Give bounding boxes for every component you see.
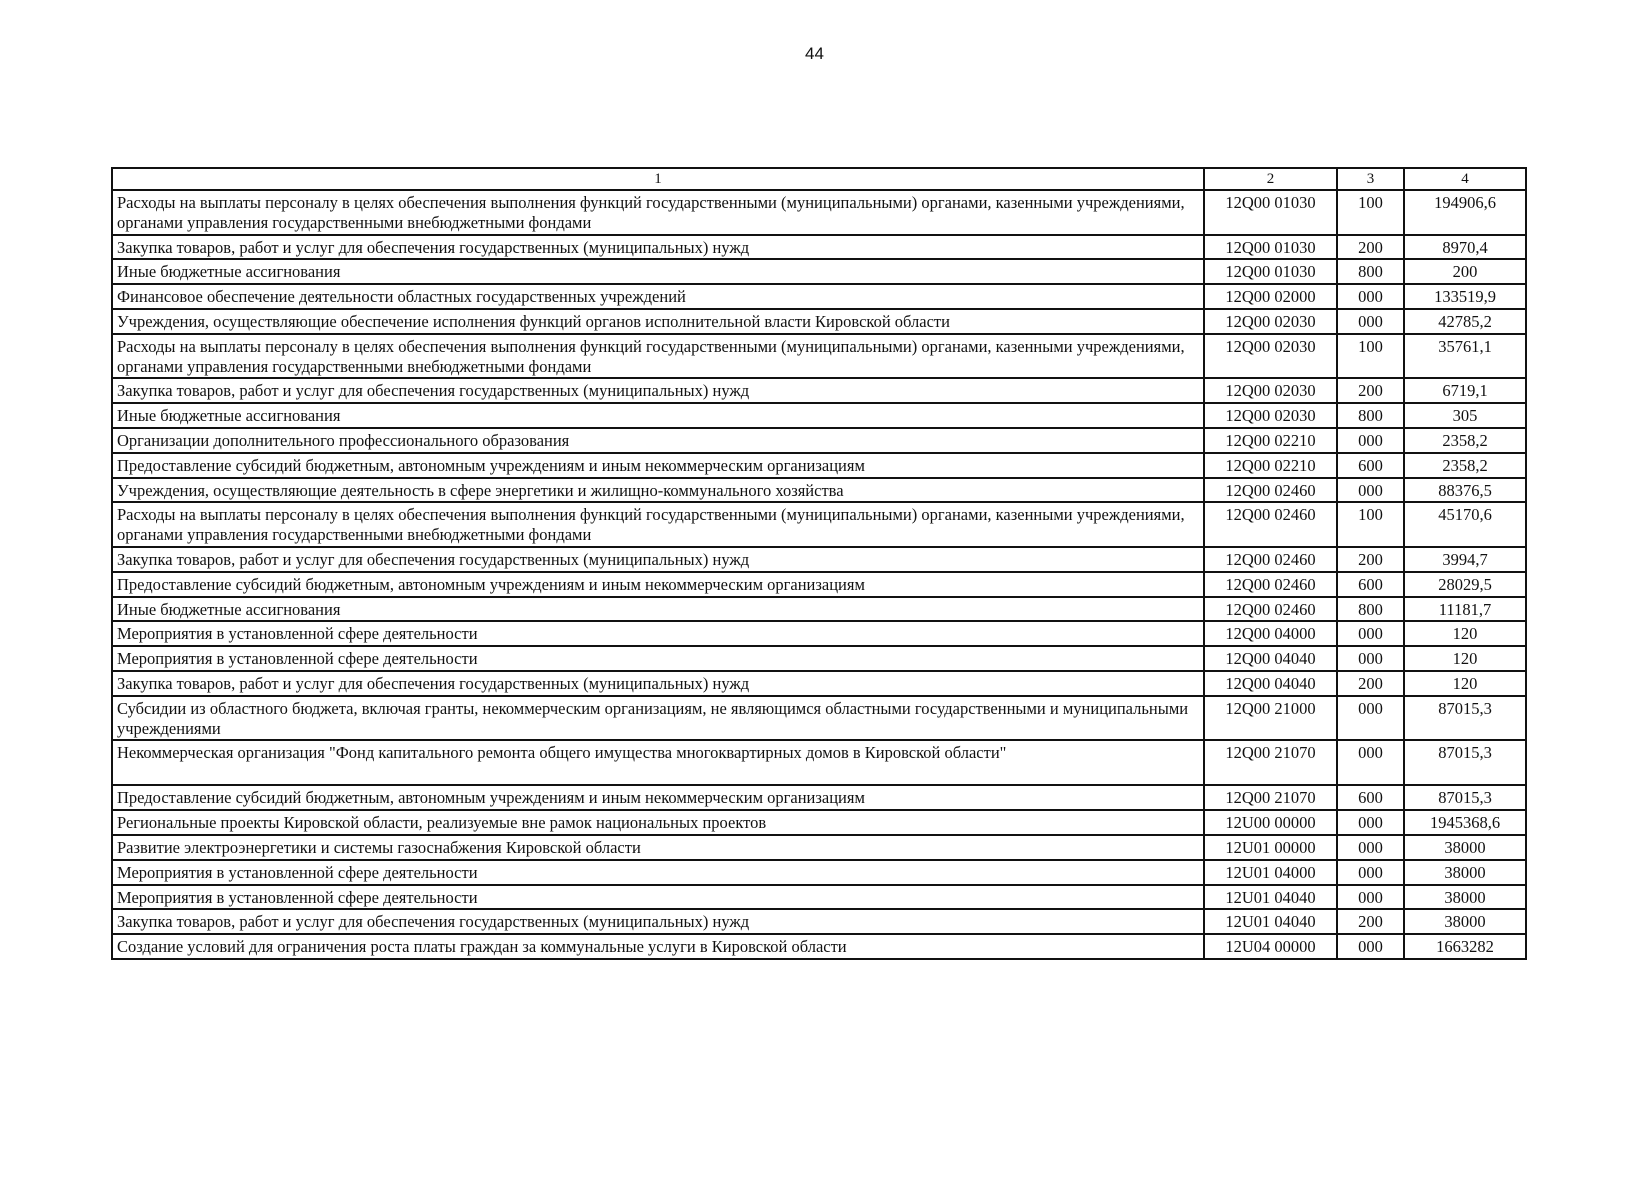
table-row: [112, 453, 1526, 478]
row-code-cell: 12Q00 02030: [1204, 403, 1337, 428]
row-type-cell: 800: [1337, 597, 1404, 622]
row-type-cell: 200: [1337, 671, 1404, 696]
row-code-cell: 12U04 00000: [1204, 934, 1337, 959]
table-row: [112, 621, 1526, 646]
row-name-cell: Закупка товаров, работ и услуг для обеспечения государственных (муниципальных) нужд: [112, 671, 1204, 696]
row-type-cell: 100: [1337, 334, 1404, 379]
row-name-cell: Расходы на выплаты персоналу в целях обеспечения выполнения функций государственными (муниципальными) органами, казенными учреждениями, органами управления государственными внебюджетными фондами: [112, 502, 1204, 547]
row-code-cell: 12Q00 21070: [1204, 740, 1337, 785]
table-row: [112, 502, 1526, 547]
row-type-cell: 000: [1337, 934, 1404, 959]
row-code-cell: 12Q00 04040: [1204, 646, 1337, 671]
row-code-cell: 12U00 00000: [1204, 810, 1337, 835]
row-code-cell: 12U01 04040: [1204, 909, 1337, 934]
row-amount-cell: 194906,6: [1404, 190, 1526, 235]
header-row: [112, 168, 1526, 190]
row-name-cell: Организации дополнительного профессионального образования: [112, 428, 1204, 453]
row-type-cell: 100: [1337, 190, 1404, 235]
row-amount-cell: 38000: [1404, 835, 1526, 860]
row-name-cell: Развитие электроэнергетики и системы газоснабжения Кировской области: [112, 835, 1204, 860]
row-code-cell: 12Q00 21070: [1204, 785, 1337, 810]
row-code-cell: 12Q00 21000: [1204, 696, 1337, 741]
row-amount-cell: 3994,7: [1404, 547, 1526, 572]
budget-table-container: [111, 167, 1525, 960]
row-type-cell: 000: [1337, 860, 1404, 885]
row-name-cell: Субсидии из областного бюджета, включая гранты, некоммерческим организациям, не являющимся областными государственными и муниципальными учреждениями: [112, 696, 1204, 741]
row-type-cell: 200: [1337, 235, 1404, 260]
row-amount-cell: 11181,7: [1404, 597, 1526, 622]
row-type-cell: 000: [1337, 478, 1404, 503]
row-type-cell: 000: [1337, 835, 1404, 860]
row-code-cell: 12U01 04040: [1204, 885, 1337, 910]
row-amount-cell: 87015,3: [1404, 785, 1526, 810]
row-name-cell: Закупка товаров, работ и услуг для обеспечения государственных (муниципальных) нужд: [112, 378, 1204, 403]
row-name-cell: Мероприятия в установленной сфере деятельности: [112, 860, 1204, 885]
row-name-cell: Иные бюджетные ассигнования: [112, 403, 1204, 428]
row-amount-cell: 87015,3: [1404, 696, 1526, 741]
budget-table: [111, 167, 1527, 960]
row-name-cell: Расходы на выплаты персоналу в целях обеспечения выполнения функций государственными (муниципальными) органами, казенными учреждениями, органами управления государственными внебюджетными фондами: [112, 334, 1204, 379]
table-row: [112, 810, 1526, 835]
row-code-cell: 12Q00 01030: [1204, 259, 1337, 284]
row-type-cell: 600: [1337, 572, 1404, 597]
table-row: [112, 909, 1526, 934]
row-type-cell: 000: [1337, 696, 1404, 741]
row-name-cell: Мероприятия в установленной сфере деятельности: [112, 621, 1204, 646]
row-type-cell: 200: [1337, 378, 1404, 403]
table-row: [112, 646, 1526, 671]
row-name-cell: Иные бюджетные ассигнования: [112, 259, 1204, 284]
row-name-cell: Предоставление субсидий бюджетным, автономным учреждениям и иным некоммерческим организациям: [112, 572, 1204, 597]
header-col-3: 3: [1337, 168, 1404, 190]
row-code-cell: 12Q00 02460: [1204, 547, 1337, 572]
row-type-cell: 200: [1337, 909, 1404, 934]
row-amount-cell: 1945368,6: [1404, 810, 1526, 835]
table-row: [112, 785, 1526, 810]
row-amount-cell: 28029,5: [1404, 572, 1526, 597]
row-amount-cell: 38000: [1404, 909, 1526, 934]
row-amount-cell: 8970,4: [1404, 235, 1526, 260]
row-code-cell: 12Q00 04040: [1204, 671, 1337, 696]
row-name-cell: Некоммерческая организация "Фонд капитального ремонта общего имущества многоквартирных домов в Кировской области": [112, 740, 1204, 785]
row-code-cell: 12Q00 02030: [1204, 378, 1337, 403]
row-code-cell: 12U01 04000: [1204, 860, 1337, 885]
row-name-cell: Мероприятия в установленной сфере деятельности: [112, 646, 1204, 671]
row-code-cell: 12U01 00000: [1204, 835, 1337, 860]
row-type-cell: 000: [1337, 885, 1404, 910]
row-code-cell: 12Q00 02030: [1204, 309, 1337, 334]
row-amount-cell: 2358,2: [1404, 453, 1526, 478]
row-type-cell: 200: [1337, 547, 1404, 572]
row-name-cell: Предоставление субсидий бюджетным, автономным учреждениям и иным некоммерческим организациям: [112, 785, 1204, 810]
row-code-cell: 12Q00 01030: [1204, 235, 1337, 260]
row-name-cell: Региональные проекты Кировской области, реализуемые вне рамок национальных проектов: [112, 810, 1204, 835]
table-row: [112, 860, 1526, 885]
row-amount-cell: 42785,2: [1404, 309, 1526, 334]
table-row: [112, 934, 1526, 959]
row-code-cell: 12Q00 01030: [1204, 190, 1337, 235]
row-amount-cell: 133519,9: [1404, 284, 1526, 309]
header-col-1: 1: [112, 168, 1204, 190]
table-row: [112, 190, 1526, 235]
row-amount-cell: 120: [1404, 621, 1526, 646]
row-amount-cell: 88376,5: [1404, 478, 1526, 503]
row-name-cell: Закупка товаров, работ и услуг для обеспечения государственных (муниципальных) нужд: [112, 909, 1204, 934]
row-code-cell: 12Q00 02460: [1204, 597, 1337, 622]
table-row: [112, 597, 1526, 622]
row-amount-cell: 35761,1: [1404, 334, 1526, 379]
table-row: [112, 696, 1526, 741]
row-amount-cell: 120: [1404, 646, 1526, 671]
row-name-cell: Создание условий для ограничения роста платы граждан за коммунальные услуги в Кировской области: [112, 934, 1204, 959]
table-row: [112, 547, 1526, 572]
table-row: [112, 259, 1526, 284]
row-type-cell: 800: [1337, 259, 1404, 284]
table-row: [112, 671, 1526, 696]
row-amount-cell: 38000: [1404, 885, 1526, 910]
table-row: [112, 740, 1526, 785]
row-type-cell: 000: [1337, 740, 1404, 785]
row-code-cell: 12Q00 02000: [1204, 284, 1337, 309]
row-type-cell: 000: [1337, 621, 1404, 646]
table-row: [112, 885, 1526, 910]
row-name-cell: Расходы на выплаты персоналу в целях обеспечения выполнения функций государственными (муниципальными) органами, казенными учреждениями, органами управления государственными внебюджетными фондами: [112, 190, 1204, 235]
row-amount-cell: 1663282: [1404, 934, 1526, 959]
row-name-cell: Учреждения, осуществляющие обеспечение исполнения функций органов исполнительной власти Кировской области: [112, 309, 1204, 334]
row-name-cell: Учреждения, осуществляющие деятельность в сфере энергетики и жилищно-коммунального хозяйства: [112, 478, 1204, 503]
row-amount-cell: 2358,2: [1404, 428, 1526, 453]
row-name-cell: Предоставление субсидий бюджетным, автономным учреждениям и иным некоммерческим организациям: [112, 453, 1204, 478]
row-type-cell: 000: [1337, 810, 1404, 835]
row-code-cell: 12Q00 02210: [1204, 453, 1337, 478]
row-type-cell: 600: [1337, 785, 1404, 810]
row-code-cell: 12Q00 02210: [1204, 428, 1337, 453]
row-amount-cell: 305: [1404, 403, 1526, 428]
row-type-cell: 000: [1337, 309, 1404, 334]
row-name-cell: Мероприятия в установленной сфере деятельности: [112, 885, 1204, 910]
row-code-cell: 12Q00 02460: [1204, 572, 1337, 597]
table-row: [112, 284, 1526, 309]
row-type-cell: 000: [1337, 428, 1404, 453]
row-code-cell: 12Q00 02460: [1204, 478, 1337, 503]
row-amount-cell: 87015,3: [1404, 740, 1526, 785]
table-row: [112, 572, 1526, 597]
row-code-cell: 12Q00 02460: [1204, 502, 1337, 547]
header-col-2: 2: [1204, 168, 1337, 190]
row-name-cell: Иные бюджетные ассигнования: [112, 597, 1204, 622]
page-number: 44: [805, 44, 824, 63]
table-row: [112, 334, 1526, 379]
table-body: [112, 190, 1526, 959]
row-type-cell: 600: [1337, 453, 1404, 478]
row-name-cell: Финансовое обеспечение деятельности областных государственных учреждений: [112, 284, 1204, 309]
table-row: [112, 235, 1526, 260]
row-amount-cell: 45170,6: [1404, 502, 1526, 547]
table-row: [112, 478, 1526, 503]
row-type-cell: 000: [1337, 646, 1404, 671]
row-code-cell: 12Q00 02030: [1204, 334, 1337, 379]
row-code-cell: 12Q00 04000: [1204, 621, 1337, 646]
row-type-cell: 000: [1337, 284, 1404, 309]
row-amount-cell: 6719,1: [1404, 378, 1526, 403]
row-amount-cell: 120: [1404, 671, 1526, 696]
row-name-cell: Закупка товаров, работ и услуг для обеспечения государственных (муниципальных) нужд: [112, 235, 1204, 260]
table-row: [112, 835, 1526, 860]
row-amount-cell: 200: [1404, 259, 1526, 284]
table-row: [112, 378, 1526, 403]
row-type-cell: 100: [1337, 502, 1404, 547]
table-row: [112, 428, 1526, 453]
header-col-4: 4: [1404, 168, 1526, 190]
table-row: [112, 309, 1526, 334]
table-row: [112, 403, 1526, 428]
row-name-cell: Закупка товаров, работ и услуг для обеспечения государственных (муниципальных) нужд: [112, 547, 1204, 572]
row-type-cell: 800: [1337, 403, 1404, 428]
row-amount-cell: 38000: [1404, 860, 1526, 885]
